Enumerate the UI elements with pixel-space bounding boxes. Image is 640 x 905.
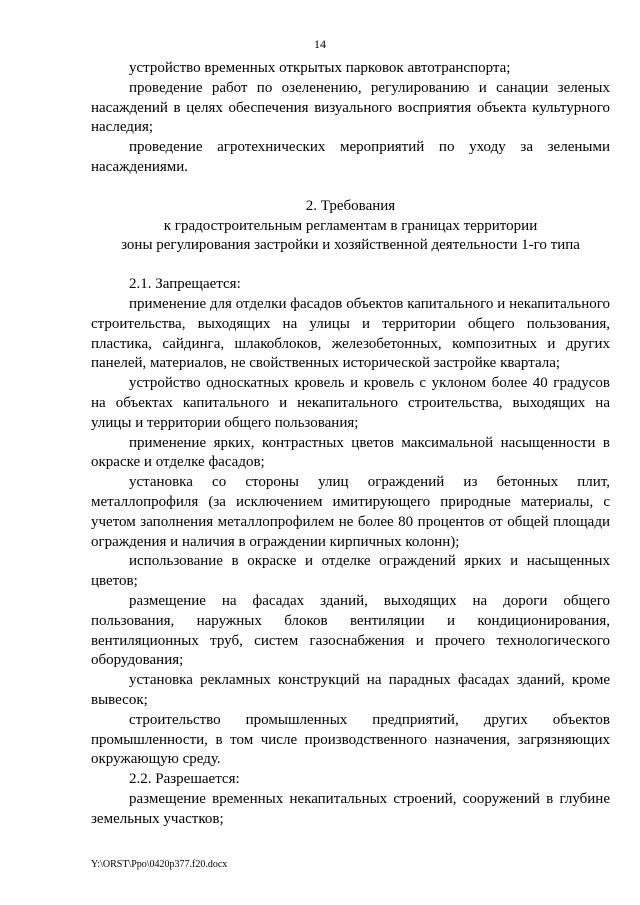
prohibited-heading: 2.1. Запрещается: (129, 276, 241, 293)
permitted-heading: 2.2. Разрешается: (129, 771, 240, 788)
section-heading-subtitle-1: к градостроительным регламентам в границах территории (163, 217, 538, 234)
prohibited-item-equipment: размещение на фасадах зданий, выходящих на дороги общего пользования, наружных блоков вентиляции и кондиционирования, вентиляционных труб, систем газоснабжения и прочего технологического оборудования; (91, 592, 610, 669)
section-heading-title: 2. Требования (305, 197, 396, 214)
paragraph-greenery: проведение работ по озеленению, регулированию и санации зеленых насаждений в целях обеспечения визуального восприятия объекта культурного наследия; (91, 79, 610, 136)
paragraph-agrotech: проведение агротехнических мероприятий по уходу за зелеными насаждениями. (91, 139, 610, 175)
prohibited-item-facade-materials: применение для отделки фасадов объектов капитального и некапитального строительства, выходящих на улицы и территории общего пользования, пластика, сайдинга, шлакоблоков, железобетонных, композитных и других панелей, материалов, не свойственных исторической застройке квартала; (91, 295, 610, 372)
prohibited-item-roofs: устройство односкатных кровель и кровель с уклоном более 40 градусов на объектах капитального и некапитального строительства, выходящих на улицы и территории общего пользования; (91, 375, 610, 431)
permitted-item-temporary-structures: размещение временных некапитальных строений, сооружений в глубине земельных участков; (91, 790, 610, 827)
footer-file-path: Y:\ORST\Ppo\0420p377.f20.docx (91, 859, 228, 870)
document-body (91, 59, 610, 829)
page-number: 14 (314, 37, 326, 51)
prohibited-item-bright-colors: применение ярких, контрастных цветов максимальной насыщенности в окраске и отделке фасадов; (91, 434, 610, 471)
prohibited-item-industry: строительство промышленных предприятий, других объектов промышленности, в том числе производственного назначения, загрязняющих окружающую среду. (91, 711, 610, 768)
prohibited-item-fence-colors: использование в окраске и отделке ограждений ярких и насыщенных цветов; (91, 553, 610, 590)
prohibited-item-fences: установка со стороны улиц ограждений из бетонных плит, металлопрофиля (за исключением имитирующего природные материалы, с учетом заполнения металлопрофилем не более 80 процентов от общей площади ограждения и наличия в ограждении кирпичных колонн); (91, 474, 610, 550)
section-heading-subtitle-2: зоны регулирования застройки и хозяйственной деятельности 1-го типа (121, 237, 580, 254)
paragraph-parking: устройство временных открытых парковок автотранспорта; (129, 60, 511, 76)
prohibited-item-advertising: установка рекламных конструкций на парадных фасадах зданий, кроме вывесок; (91, 672, 610, 708)
